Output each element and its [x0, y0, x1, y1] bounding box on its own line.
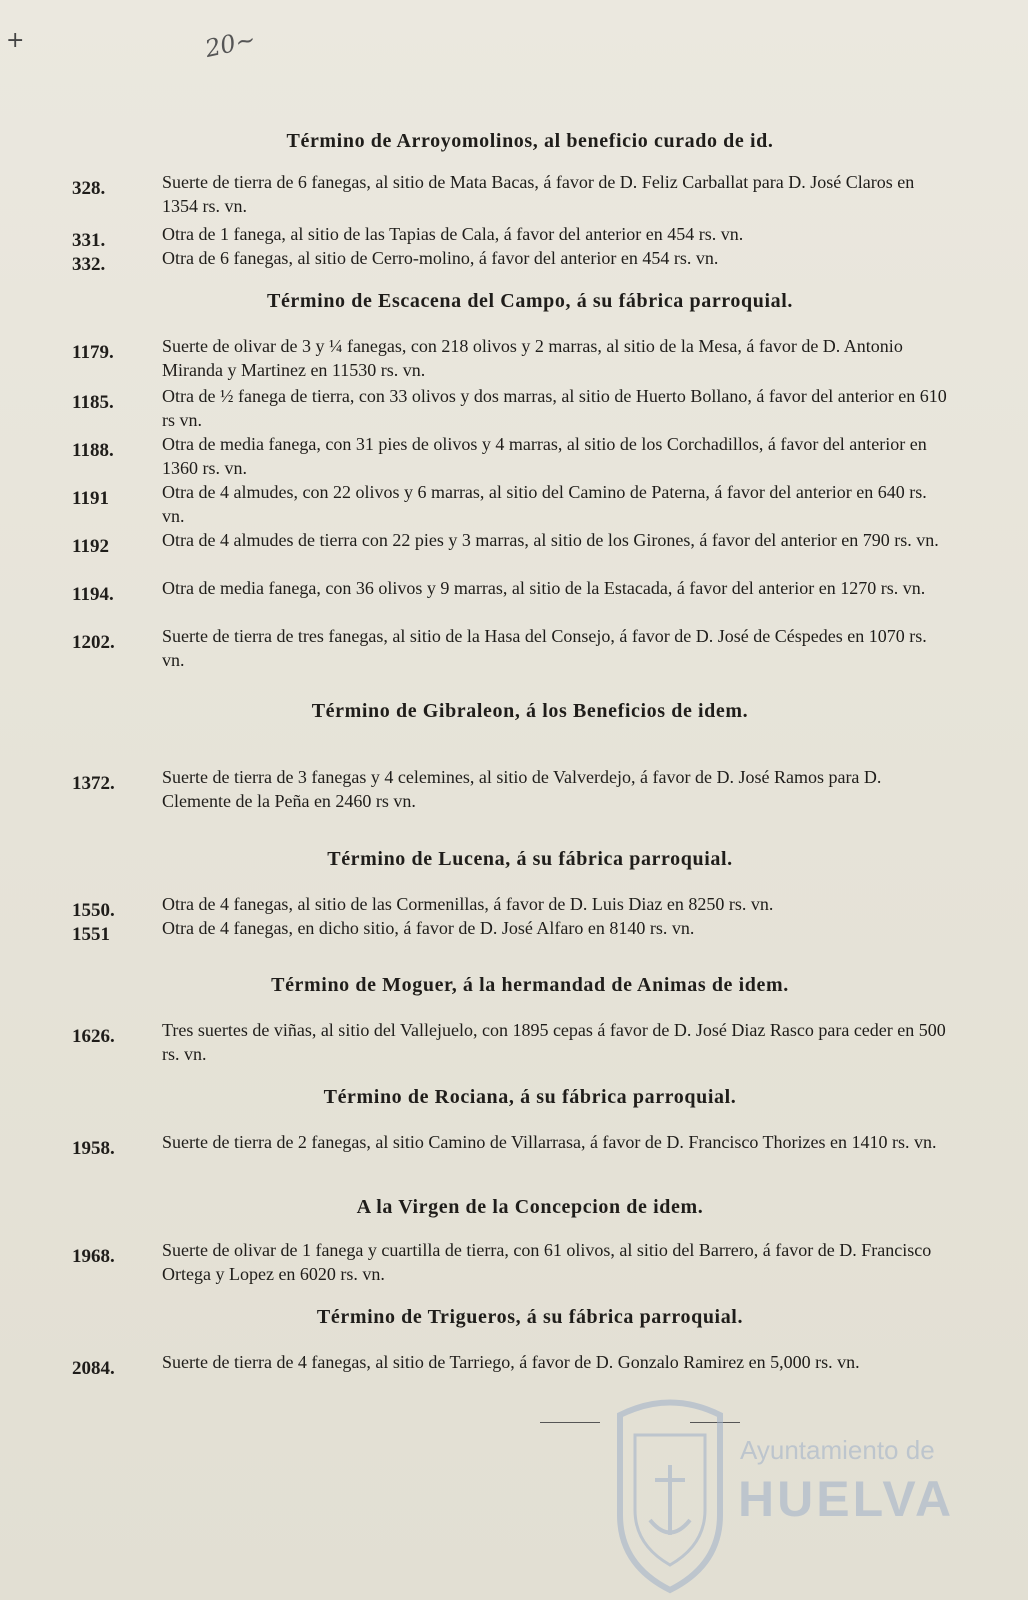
entry-text: Suerte de olivar de 1 fanega y cuartilla de tierra, con 61 olivos, al sitio del Barrero, á favor de D. Francisco Ortega y Lopez en 6020 rs. vn. — [162, 1240, 932, 1284]
section-title: Término de Gibraleon, á los Beneficios de idem. — [311, 700, 749, 722]
list-item — [72, 170, 952, 218]
entry-number: 1185. — [72, 392, 114, 413]
entry-number: 1191 — [72, 488, 109, 509]
entry-number: 2084. — [72, 1358, 115, 1379]
handwritten-page-number: 20~ — [202, 25, 259, 63]
section-title: Término de Lucena, á su fábrica parroquial. — [327, 848, 733, 870]
list-item — [72, 334, 952, 382]
margin-plus-mark: + — [6, 28, 25, 53]
entry-text: Suerte de tierra de 2 fanegas, al sitio Camino de Villarrasa, á favor de D. Francisco Thorizes en 1410 rs. vn. — [162, 1132, 937, 1152]
watermark — [610, 1395, 1010, 1595]
list-item — [72, 432, 952, 480]
entry-number: 1968. — [72, 1246, 115, 1267]
entry-text: Otra de media fanega, con 31 pies de olivos y 4 marras, al sitio de los Corchadillos, á favor del anterior en 1360 rs. vn. — [162, 434, 927, 478]
list-item — [72, 576, 952, 605]
list-item — [72, 384, 952, 432]
entry-text: Otra de 4 fanegas, al sitio de las Cormenillas, á favor de D. Luis Diaz en 8250 rs. vn. — [162, 894, 774, 914]
list-item — [72, 765, 952, 813]
list-item — [72, 1130, 952, 1159]
entry-text: Suerte de tierra de 3 fanegas y 4 celemines, al sitio de Valverdejo, á favor de D. José Ramos para D. Clemente de la Peña en 2460 rs vn. — [162, 767, 882, 811]
list-item — [72, 1350, 952, 1379]
entry-number: 331. — [72, 230, 106, 251]
closing-rule — [540, 1422, 600, 1423]
entry-text: Otra de 4 almudes de tierra con 22 pies y 3 marras, al sitio de los Girones, á favor del anterior en 790 rs. vn. — [162, 530, 939, 550]
section-title: A la Virgen de la Concepcion de idem. — [356, 1196, 704, 1218]
entry-number: 1202. — [72, 632, 115, 653]
entry-number: 1626. — [72, 1026, 115, 1047]
entry-text: Otra de 4 almudes, con 22 olivos y 6 marras, al sitio del Camino de Paterna, á favor del anterior en 640 rs. vn. — [162, 482, 927, 526]
entry-number: 1550. — [72, 900, 115, 921]
entry-text: Suerte de tierra de tres fanegas, al sitio de la Hasa del Consejo, á favor de D. José de Céspedes en 1070 rs. vn. — [162, 626, 927, 670]
entry-number: 1179. — [72, 342, 114, 363]
list-item — [72, 624, 952, 672]
list-item — [72, 916, 952, 945]
entry-number: 1551 — [72, 924, 110, 945]
entry-number: 1958. — [72, 1138, 115, 1159]
entry-text: Otra de 1 fanega, al sitio de las Tapias de Cala, á favor del anterior en 454 rs. vn. — [162, 224, 744, 244]
list-item — [72, 1238, 952, 1286]
list-item — [72, 246, 952, 275]
section-title: Término de Arroyomolinos, al beneficio curado de id. — [286, 130, 774, 152]
entry-text: Suerte de olivar de 3 y ¼ fanegas, con 218 olivos y 2 marras, al sitio de la Mesa, á favor de D. Antonio Miranda y Martinez en 11530 rs. vn. — [162, 336, 903, 380]
entry-number: 332. — [72, 254, 106, 275]
shield-icon — [610, 1395, 730, 1595]
list-item — [72, 1018, 952, 1066]
entry-number: 1188. — [72, 440, 114, 461]
watermark-line1: Ayuntamiento de — [740, 1435, 935, 1465]
section-title: Término de Escacena del Campo, á su fábrica parroquial. — [267, 290, 793, 312]
list-item — [72, 528, 952, 557]
entry-number: 1372. — [72, 773, 115, 794]
entry-text: Otra de 6 fanegas, al sitio de Cerro-molino, á favor del anterior en 454 rs. vn. — [162, 248, 719, 268]
section-title: Término de Trigueros, á su fábrica parroquial. — [316, 1306, 744, 1328]
entry-text: Otra de ½ fanega de tierra, con 33 olivos y dos marras, al sitio de Huerto Bollano, á favor del anterior en 610 rs vn. — [162, 386, 947, 430]
list-item — [72, 480, 952, 528]
entry-text: Suerte de tierra de 4 fanegas, al sitio de Tarriego, á favor de D. Gonzalo Ramirez en 5,000 rs. vn. — [162, 1352, 860, 1372]
entry-number: 1194. — [72, 584, 114, 605]
entry-text: Tres suertes de viñas, al sitio del Vallejuelo, con 1895 cepas á favor de D. José Diaz Rasco para ceder en 500 rs. vn. — [162, 1020, 946, 1064]
list-item — [72, 892, 952, 921]
section-title: Término de Rociana, á su fábrica parroquial. — [323, 1086, 737, 1108]
section-title: Término de Moguer, á la hermandad de Animas de idem. — [271, 974, 789, 996]
entry-text: Otra de 4 fanegas, en dicho sitio, á favor de D. José Alfaro en 8140 rs. vn. — [162, 918, 695, 938]
entry-text: Otra de media fanega, con 36 olivos y 9 marras, al sitio de la Estacada, á favor del anterior en 1270 rs. vn. — [162, 578, 926, 598]
list-item — [72, 222, 952, 251]
entry-number: 1192 — [72, 536, 109, 557]
watermark-line2: HUELVA — [738, 1471, 955, 1527]
entry-number: 328. — [72, 178, 106, 199]
entry-text: Suerte de tierra de 6 fanegas, al sitio de Mata Bacas, á favor de D. Feliz Carballat para D. José Claros en 1354 rs. vn. — [162, 172, 915, 216]
